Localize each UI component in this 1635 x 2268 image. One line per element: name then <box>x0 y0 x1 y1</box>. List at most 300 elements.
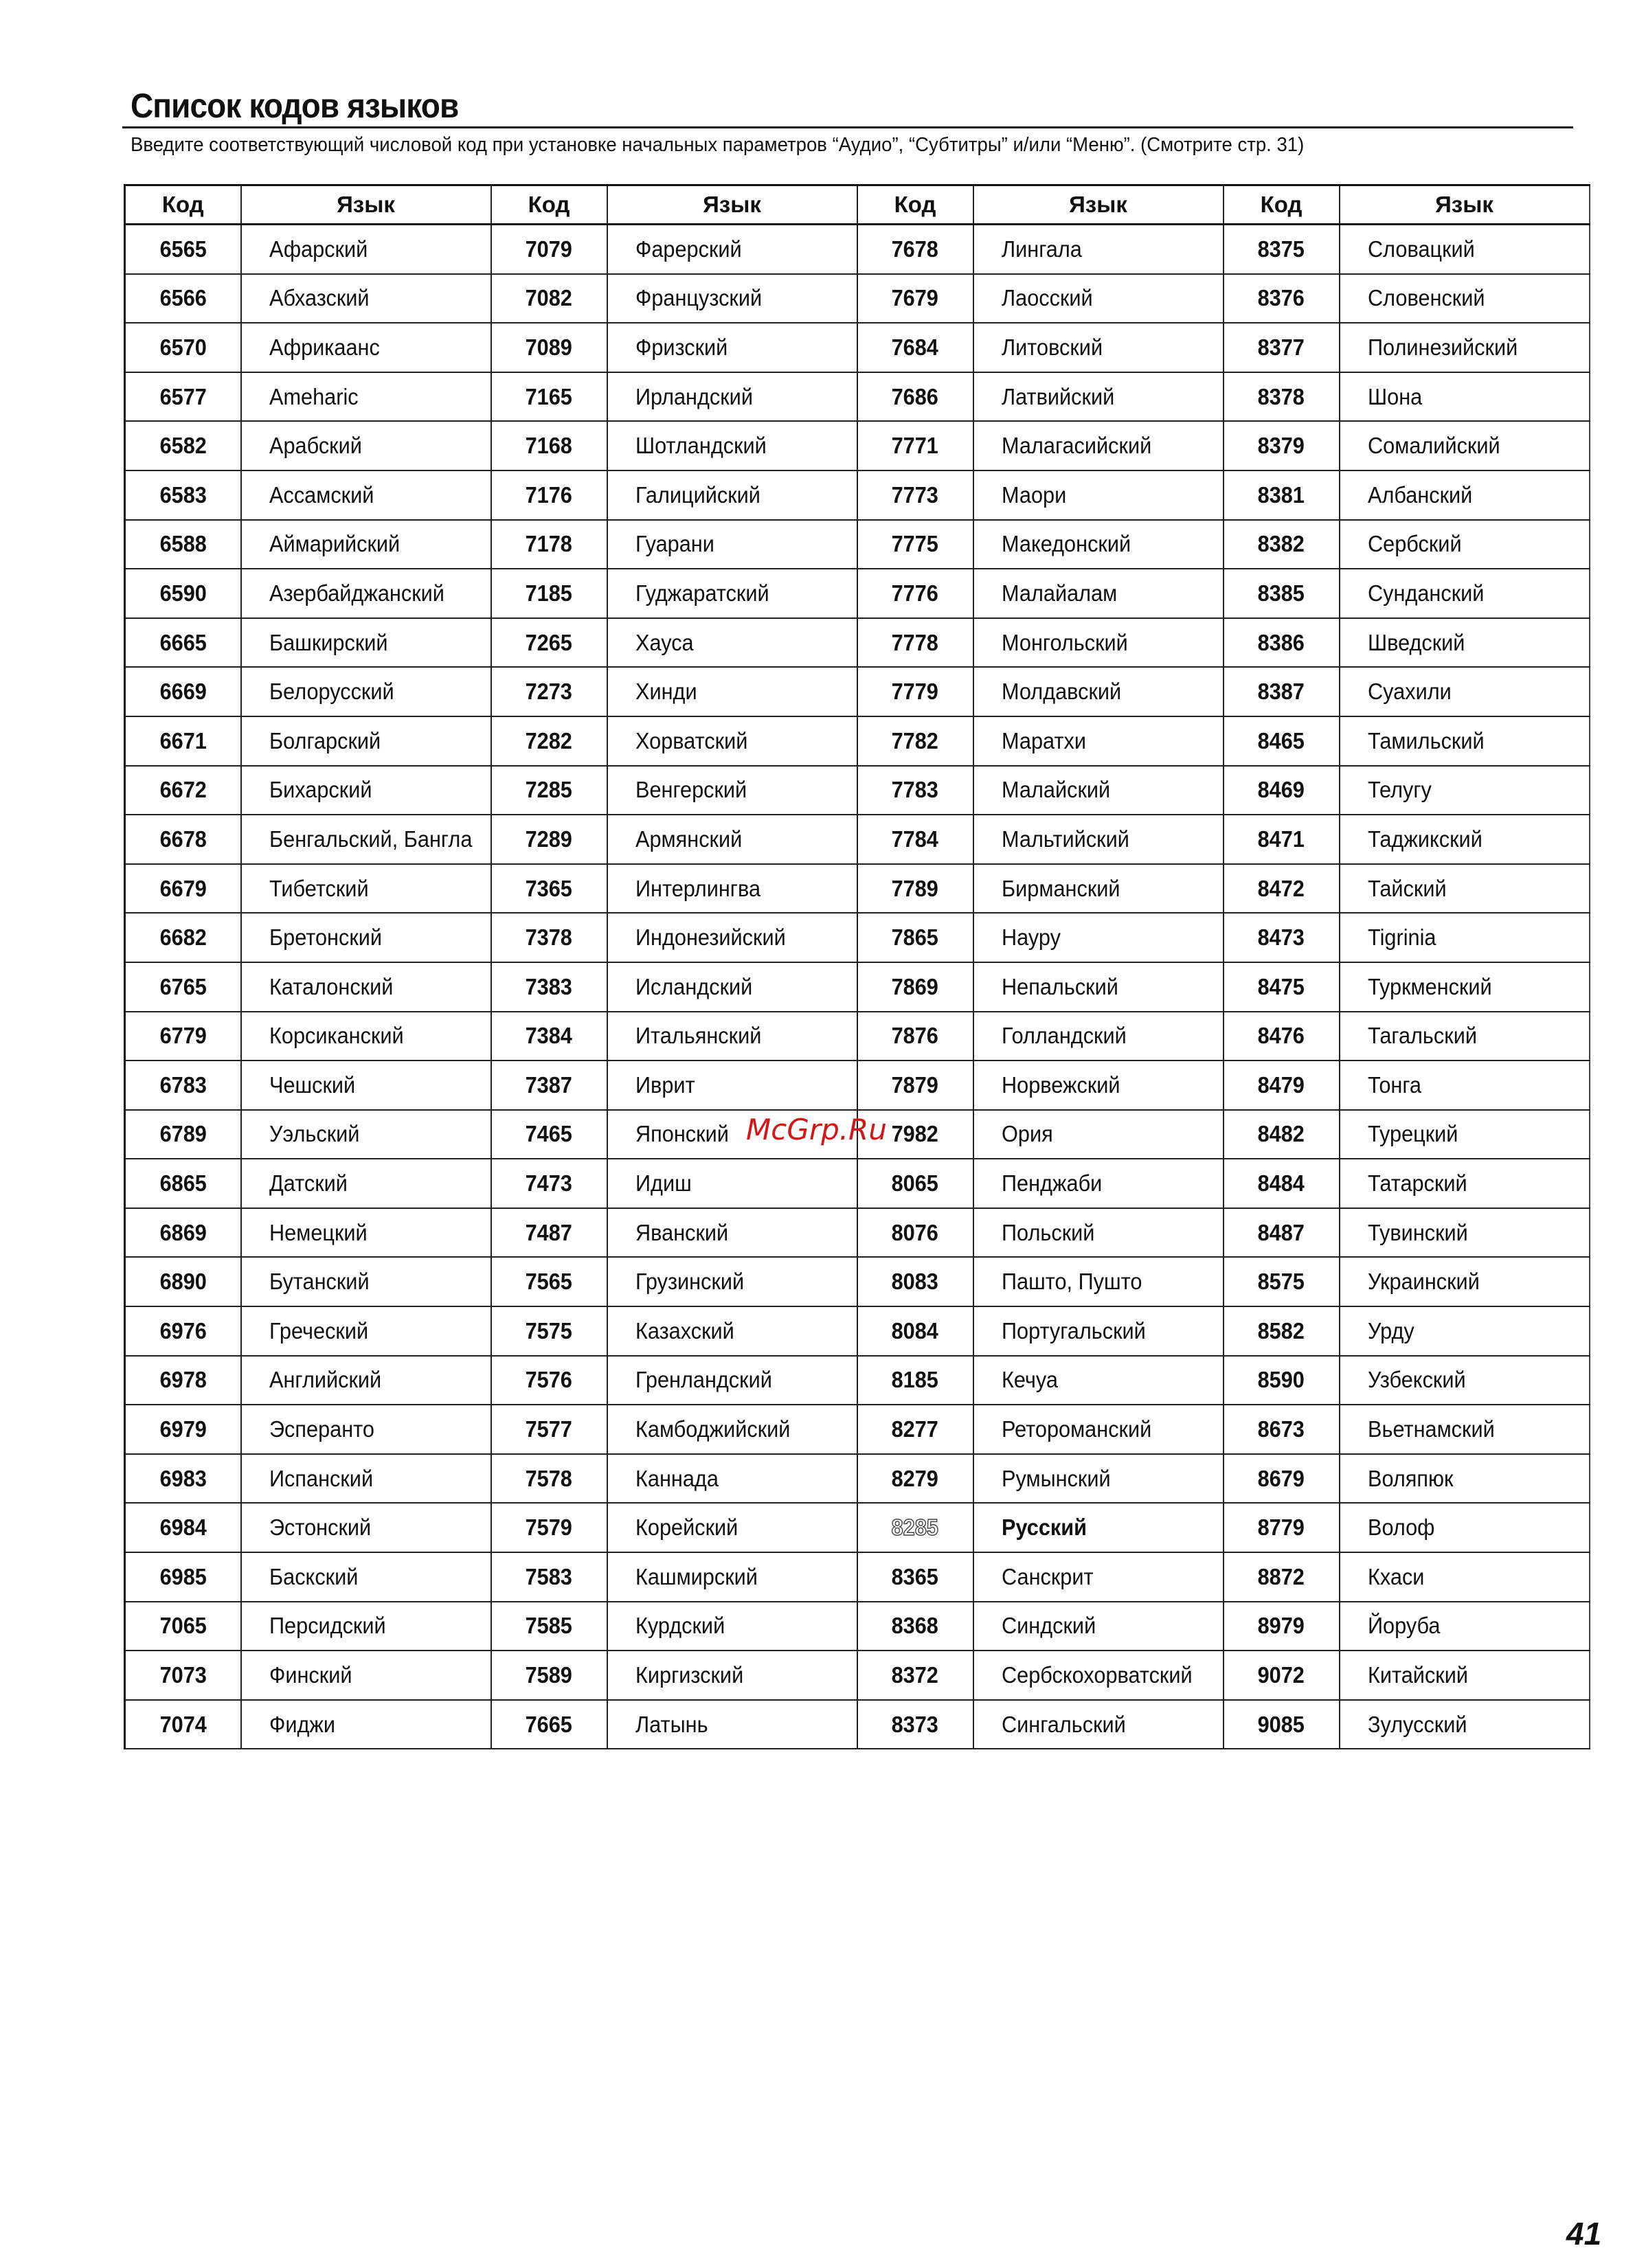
code-text: 8473 <box>1257 925 1305 951</box>
language-code-cell <box>1224 667 1340 716</box>
code-text: 8083 <box>891 1269 939 1295</box>
code-text: 6765 <box>159 973 207 999</box>
language-code-cell <box>1224 1454 1340 1504</box>
language-text: Ретороманский <box>1001 1416 1151 1442</box>
language-name-cell <box>241 913 491 962</box>
language-name-cell <box>973 569 1224 618</box>
language-name-cell <box>1340 1700 1590 1749</box>
language-text: Уэльский <box>269 1121 359 1147</box>
language-code-cell <box>125 618 241 668</box>
code-text: 6566 <box>159 285 207 311</box>
language-text: Итальянский <box>635 1023 761 1049</box>
language-name-cell <box>241 1552 491 1602</box>
language-code-cell <box>857 421 973 470</box>
language-name-cell <box>607 962 857 1012</box>
language-code-cell <box>125 1257 241 1306</box>
language-text: Индонезийский <box>635 925 786 951</box>
language-text: Венгерский <box>635 777 747 803</box>
language-text: Баскский <box>269 1563 358 1589</box>
language-text: Каталонский <box>269 973 393 999</box>
code-text: 8590 <box>1257 1367 1305 1393</box>
language-code-cell <box>857 1208 973 1258</box>
language-code-cell <box>1224 520 1340 569</box>
code-text: 7773 <box>891 481 939 508</box>
code-text: 6665 <box>159 629 207 655</box>
language-code-cell <box>125 1208 241 1258</box>
code-text: 8277 <box>891 1416 939 1442</box>
code-text: 7378 <box>525 925 573 951</box>
language-name-cell <box>241 1651 491 1700</box>
language-text: Афарский <box>269 236 368 262</box>
code-text: 8872 <box>1257 1563 1305 1589</box>
language-code-cell <box>125 815 241 864</box>
language-text: Синдский <box>1001 1613 1096 1639</box>
language-text: Кхаси <box>1367 1563 1424 1589</box>
language-name-cell <box>1340 323 1590 372</box>
language-text: Полинезийский <box>1367 334 1518 360</box>
language-text: Азербайджанский <box>269 580 444 606</box>
language-code-cell <box>125 372 241 422</box>
code-text: 6682 <box>159 925 207 951</box>
language-code-cell <box>125 1306 241 1356</box>
code-text: 7089 <box>525 334 573 360</box>
language-text: Русский <box>1001 1515 1087 1541</box>
language-text: Македонский <box>1001 531 1131 557</box>
language-text: Украинский <box>1367 1269 1480 1295</box>
language-code-cell <box>857 1306 973 1356</box>
code-text: 8065 <box>891 1170 939 1197</box>
table-row <box>125 766 1590 815</box>
table-row <box>125 1061 1590 1110</box>
code-text: 8375 <box>1257 236 1305 262</box>
table-row <box>125 1552 1590 1602</box>
language-text: Сербскохорватский <box>1001 1662 1193 1688</box>
language-code-cell <box>1224 225 1340 274</box>
language-name-cell <box>241 1110 491 1159</box>
language-text: Латвийский <box>1001 383 1114 409</box>
code-text: 7065 <box>159 1613 207 1639</box>
language-code-cell <box>125 225 241 274</box>
language-name-cell <box>241 1306 491 1356</box>
code-text: 6672 <box>159 777 207 803</box>
code-text: 7776 <box>891 580 939 606</box>
table-row <box>125 1503 1590 1552</box>
language-name-cell <box>973 962 1224 1012</box>
language-name-cell <box>1340 1602 1590 1651</box>
language-text: Сомалийский <box>1367 433 1500 459</box>
language-name-cell <box>1340 1306 1590 1356</box>
language-text: Камбоджийский <box>635 1416 790 1442</box>
language-code-cell <box>1224 569 1340 618</box>
code-text: 7778 <box>891 629 939 655</box>
language-code-cell <box>125 1700 241 1749</box>
language-code-cell <box>125 1356 241 1405</box>
code-text: 7082 <box>525 285 573 311</box>
language-text: Испанский <box>269 1465 373 1491</box>
language-code-cell <box>857 520 973 569</box>
language-text: Татарский <box>1367 1170 1467 1197</box>
language-text: Малайалам <box>1001 580 1117 606</box>
language-code-cell <box>1224 1257 1340 1306</box>
language-text: Эстонский <box>269 1515 371 1541</box>
code-text: 7789 <box>891 875 939 901</box>
language-name-cell <box>1340 1257 1590 1306</box>
code-text: 6583 <box>159 481 207 508</box>
language-text: Телугу <box>1367 777 1432 803</box>
language-text: Волоф <box>1367 1515 1434 1541</box>
language-name-cell <box>1340 421 1590 470</box>
language-text: Суахили <box>1367 679 1452 705</box>
language-name-cell <box>1340 225 1590 274</box>
language-text: Ассамский <box>269 481 374 508</box>
language-code-cell <box>857 716 973 766</box>
language-text: Кечуа <box>1001 1367 1058 1393</box>
language-name-cell <box>1340 1208 1590 1258</box>
language-text: Тибетский <box>269 875 369 901</box>
language-code-cell <box>125 274 241 324</box>
language-text: Маори <box>1001 481 1066 508</box>
language-name-cell <box>241 962 491 1012</box>
language-name-cell <box>607 913 857 962</box>
language-text: Фиджи <box>269 1711 335 1737</box>
table-row <box>125 815 1590 864</box>
code-text: 7384 <box>525 1023 573 1049</box>
language-code-cell <box>125 1061 241 1110</box>
language-name-cell <box>607 1356 857 1405</box>
code-text: 7289 <box>525 826 573 852</box>
language-code-cell <box>857 274 973 324</box>
table-row <box>125 1012 1590 1061</box>
language-name-cell <box>973 1651 1224 1700</box>
language-code-cell <box>491 1454 607 1504</box>
language-name-cell <box>973 274 1224 324</box>
language-text: Бенгальский, Бангла <box>269 826 472 852</box>
language-name-cell <box>607 1257 857 1306</box>
code-text: 7168 <box>525 433 573 459</box>
code-text: 7665 <box>525 1711 573 1737</box>
code-text: 7073 <box>159 1662 207 1688</box>
code-text: 6679 <box>159 875 207 901</box>
language-name-cell <box>607 1012 857 1061</box>
language-name-cell <box>1340 962 1590 1012</box>
code-text: 6890 <box>159 1269 207 1295</box>
language-text: Арабский <box>269 433 362 459</box>
language-text: Тамильский <box>1367 727 1485 753</box>
language-name-cell <box>973 913 1224 962</box>
language-name-cell <box>973 864 1224 914</box>
language-code-cell <box>1224 1012 1340 1061</box>
code-text: 7865 <box>891 925 939 951</box>
language-code-cell <box>491 864 607 914</box>
language-name-cell <box>241 1356 491 1405</box>
language-code-cell <box>1224 274 1340 324</box>
language-name-cell <box>607 1306 857 1356</box>
language-code-cell <box>857 766 973 815</box>
code-text: 7176 <box>525 481 573 508</box>
code-text: 7074 <box>159 1711 207 1737</box>
language-code-cell <box>125 913 241 962</box>
language-text: Хауса <box>635 629 694 655</box>
language-name-cell <box>607 323 857 372</box>
language-code-cell <box>491 766 607 815</box>
table-row <box>125 1651 1590 1700</box>
language-text: Сингальский <box>1001 1711 1126 1737</box>
language-code-cell <box>857 1061 973 1110</box>
table-row <box>125 1356 1590 1405</box>
language-text: Эсперанто <box>269 1416 374 1442</box>
language-name-cell <box>607 1208 857 1258</box>
language-name-cell <box>607 1700 857 1749</box>
language-text: Санскрит <box>1001 1563 1094 1589</box>
language-name-cell <box>1340 1552 1590 1602</box>
language-name-cell <box>1340 667 1590 716</box>
language-text: Персидский <box>269 1613 386 1639</box>
code-text: 6671 <box>159 727 207 753</box>
language-code-cell <box>125 569 241 618</box>
code-text: 8387 <box>1257 679 1305 705</box>
code-text: 7589 <box>525 1662 573 1688</box>
language-code-cell <box>857 1159 973 1208</box>
code-text: 8381 <box>1257 481 1305 508</box>
language-text: Науру <box>1001 925 1061 951</box>
language-text: Ирландский <box>635 383 753 409</box>
language-text: Идиш <box>635 1170 692 1197</box>
language-name-cell <box>973 1306 1224 1356</box>
language-code-cell <box>491 618 607 668</box>
language-code-cell <box>491 1356 607 1405</box>
language-code-cell <box>1224 864 1340 914</box>
language-text: Армянский <box>635 826 742 852</box>
language-text: Африкаанс <box>269 334 380 360</box>
code-text: 6577 <box>159 383 207 409</box>
language-code-cell <box>125 1552 241 1602</box>
language-text: Молдавский <box>1001 679 1121 705</box>
language-name-cell <box>241 323 491 372</box>
code-text: 8368 <box>891 1613 939 1639</box>
language-text: Йоруба <box>1367 1613 1440 1639</box>
language-code-cell <box>857 1356 973 1405</box>
language-code-cell <box>857 913 973 962</box>
language-code-cell <box>125 323 241 372</box>
column-header-language: Язык <box>973 185 1224 225</box>
language-name-cell <box>241 372 491 422</box>
code-text: 7869 <box>891 973 939 999</box>
language-text: Башкирский <box>269 629 388 655</box>
code-text: 7579 <box>525 1515 573 1541</box>
language-name-cell <box>241 618 491 668</box>
code-text: 8386 <box>1257 629 1305 655</box>
language-text: Шона <box>1367 383 1422 409</box>
language-text: Фризский <box>635 334 728 360</box>
language-text: Гуарани <box>635 531 714 557</box>
language-code-cell <box>125 716 241 766</box>
code-text: 6983 <box>159 1465 207 1491</box>
language-text: Датский <box>269 1170 348 1197</box>
language-text: Аймарийский <box>269 531 400 557</box>
language-text: Каннада <box>635 1465 719 1491</box>
language-name-cell <box>607 1061 857 1110</box>
language-name-cell <box>607 520 857 569</box>
language-code-cell <box>491 1700 607 1749</box>
code-text: 7565 <box>525 1269 573 1295</box>
code-text: 6570 <box>159 334 207 360</box>
language-name-cell <box>607 569 857 618</box>
language-name-cell <box>241 569 491 618</box>
language-code-cell <box>125 1012 241 1061</box>
language-text: Монгольский <box>1001 629 1128 655</box>
language-code-cell <box>491 372 607 422</box>
code-text: 7779 <box>891 679 939 705</box>
language-text: Пенджаби <box>1001 1170 1102 1197</box>
code-text: 7783 <box>891 777 939 803</box>
language-text: Киргизский <box>635 1662 743 1688</box>
language-code-cell <box>125 962 241 1012</box>
code-text: 8373 <box>891 1711 939 1737</box>
language-name-cell <box>973 1110 1224 1159</box>
code-text: 7575 <box>525 1317 573 1343</box>
language-name-cell <box>241 1454 491 1504</box>
language-name-cell <box>973 766 1224 815</box>
language-code-cell <box>1224 1602 1340 1651</box>
language-code-cell <box>491 225 607 274</box>
table-row <box>125 913 1590 962</box>
language-text: Малайский <box>1001 777 1110 803</box>
language-text: Белорусский <box>269 679 394 705</box>
language-name-cell <box>973 1257 1224 1306</box>
language-name-cell <box>607 372 857 422</box>
language-code-cell <box>491 1208 607 1258</box>
language-text: Иврит <box>635 1071 695 1098</box>
language-code-cell <box>125 1602 241 1651</box>
code-text: 6976 <box>159 1317 207 1343</box>
code-text: 6978 <box>159 1367 207 1393</box>
language-code-cell <box>491 1257 607 1306</box>
language-text: Шотландский <box>635 433 767 459</box>
language-name-cell <box>241 520 491 569</box>
watermark: McGrp.Ru <box>746 1113 887 1146</box>
code-text: 8475 <box>1257 973 1305 999</box>
table-row <box>125 1454 1590 1504</box>
table-row <box>125 716 1590 766</box>
language-code-cell <box>491 1110 607 1159</box>
language-text: Чешский <box>269 1071 355 1098</box>
language-code-cell <box>1224 1700 1340 1749</box>
language-name-cell <box>973 618 1224 668</box>
table-row <box>125 274 1590 324</box>
table-row <box>125 864 1590 914</box>
language-code-cell <box>1224 421 1340 470</box>
language-code-cell <box>857 1503 973 1552</box>
language-name-cell <box>607 225 857 274</box>
code-text: 7679 <box>891 285 939 311</box>
code-text: 8487 <box>1257 1219 1305 1245</box>
language-code-cell <box>491 1306 607 1356</box>
language-code-cell <box>125 520 241 569</box>
code-text: 8285 <box>891 1515 939 1541</box>
code-text: 7879 <box>891 1071 939 1098</box>
column-header-code: Код <box>1224 185 1340 225</box>
language-text: Лингала <box>1001 236 1082 262</box>
table-row <box>125 1306 1590 1356</box>
code-text: 7473 <box>525 1170 573 1197</box>
language-name-cell <box>1340 1356 1590 1405</box>
language-name-cell <box>1340 1405 1590 1454</box>
language-code-cell <box>857 1651 973 1700</box>
code-text: 8279 <box>891 1465 939 1491</box>
language-text: Галицийский <box>635 481 760 508</box>
language-name-cell <box>607 1503 857 1552</box>
language-name-cell <box>241 716 491 766</box>
language-name-cell <box>973 225 1224 274</box>
language-text: Сунданский <box>1367 580 1484 606</box>
language-name-cell <box>973 520 1224 569</box>
code-text: 6669 <box>159 679 207 705</box>
language-code-cell <box>857 815 973 864</box>
language-name-cell <box>607 667 857 716</box>
language-text: Tigrinia <box>1367 925 1436 951</box>
language-code-cell <box>1224 1552 1340 1602</box>
language-code-cell <box>125 1454 241 1504</box>
table-row <box>125 1208 1590 1258</box>
language-name-cell <box>607 864 857 914</box>
language-text: Ameharic <box>269 383 359 409</box>
language-code-cell <box>857 1602 973 1651</box>
language-text: Тувинский <box>1367 1219 1468 1245</box>
language-text: Японский <box>635 1121 729 1147</box>
language-name-cell <box>973 1208 1224 1258</box>
language-text: Голландский <box>1001 1023 1127 1049</box>
language-text: Албанский <box>1367 481 1472 508</box>
language-name-cell <box>241 766 491 815</box>
language-name-cell <box>607 1405 857 1454</box>
code-text: 6869 <box>159 1219 207 1245</box>
code-text: 7285 <box>525 777 573 803</box>
language-text: Фарерский <box>635 236 742 262</box>
language-text: Туркменский <box>1367 973 1492 999</box>
language-text: Ория <box>1001 1121 1053 1147</box>
code-text: 8979 <box>1257 1613 1305 1639</box>
code-text: 8582 <box>1257 1317 1305 1343</box>
language-code-cell <box>857 962 973 1012</box>
table-row <box>125 569 1590 618</box>
code-text: 7684 <box>891 334 939 360</box>
language-code-cell <box>125 1110 241 1159</box>
language-name-cell <box>241 274 491 324</box>
code-text: 8378 <box>1257 383 1305 409</box>
language-text: Польский <box>1001 1219 1094 1245</box>
language-code-cell <box>1224 470 1340 520</box>
code-text: 7686 <box>891 383 939 409</box>
code-text: 6984 <box>159 1515 207 1541</box>
language-name-cell <box>607 1159 857 1208</box>
language-text: Тайский <box>1367 875 1447 901</box>
language-text: Воляпюк <box>1367 1465 1453 1491</box>
code-text: 7578 <box>525 1465 573 1491</box>
code-text: 7982 <box>891 1121 939 1147</box>
language-code-cell <box>125 1503 241 1552</box>
code-text: 6783 <box>159 1071 207 1098</box>
table-row <box>125 225 1590 274</box>
code-text: 8779 <box>1257 1515 1305 1541</box>
code-text: 8372 <box>891 1662 939 1688</box>
column-header-language: Язык <box>241 185 491 225</box>
language-name-cell <box>607 1454 857 1504</box>
language-text: Кашмирский <box>635 1563 758 1589</box>
language-name-cell <box>241 225 491 274</box>
language-name-cell <box>973 1159 1224 1208</box>
table-row <box>125 520 1590 569</box>
language-code-cell <box>125 1651 241 1700</box>
